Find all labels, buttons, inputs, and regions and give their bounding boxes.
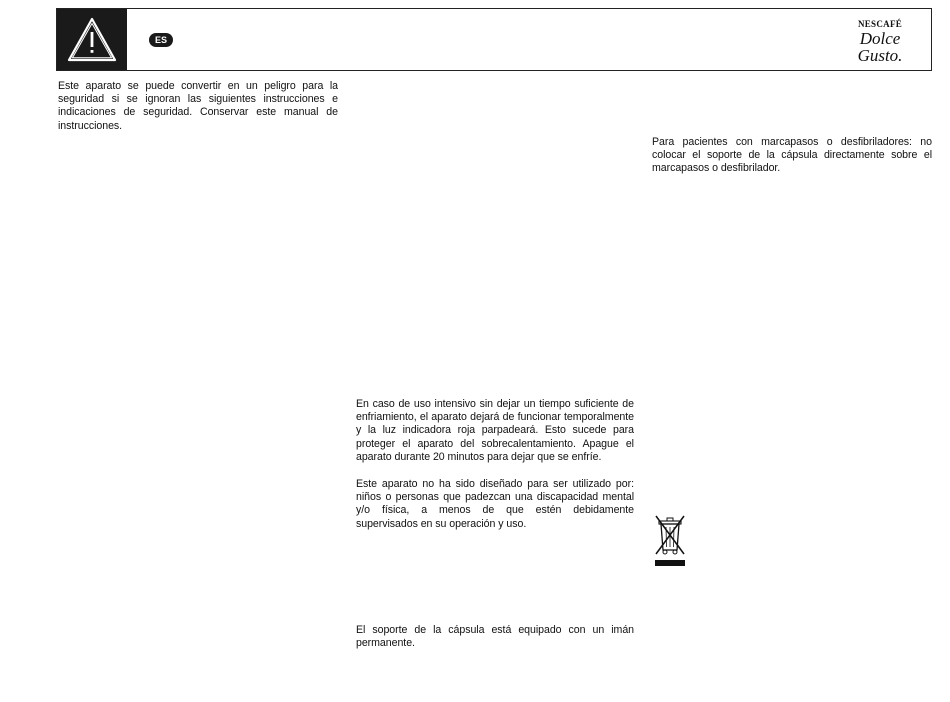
supervision-paragraph: Este aparato no ha sido diseñado para ser utilizado por: niños o personas que padezcan una discapacidad mental y/o física, a menos de que estén debidamente supervisados en su operación y uso.	[356, 478, 634, 530]
crossed-bin-icon	[652, 512, 688, 568]
brand-logo	[847, 19, 913, 65]
language-badge: ES	[149, 33, 173, 47]
logo-brand-text: NESCAFÉ	[857, 19, 903, 29]
logo-line-1: Dolce	[859, 29, 901, 48]
logo-line-2: Gusto.	[857, 46, 903, 65]
pacemaker-paragraph: Para pacientes con marcapasos o desfibriladores: no colocar el soporte de la cápsula directamente sobre el marcapasos o desfibrilador.	[652, 136, 932, 175]
overheat-paragraph: En caso de uso intensivo sin dejar un tiempo suficiente de enfriamiento, el aparato dejará de funcionar temporalmente y la luz indicadora roja parpadeará. Esto sucede para proteger el aparato del sobrecalentamiento. Apague el aparato durante 20 minutos para dejar que se enfríe.	[356, 398, 634, 463]
warning-box	[57, 9, 127, 70]
page-header	[56, 8, 932, 71]
magnet-paragraph: El soporte de la cápsula está equipado con un imán permanente.	[356, 624, 634, 650]
intro-paragraph: Este aparato se puede convertir en un peligro para la seguridad si se ignoran las siguientes instrucciones e indicaciones de seguridad. Conservar este manual de instrucciones.	[58, 80, 338, 132]
warning-triangle-icon	[65, 15, 119, 65]
